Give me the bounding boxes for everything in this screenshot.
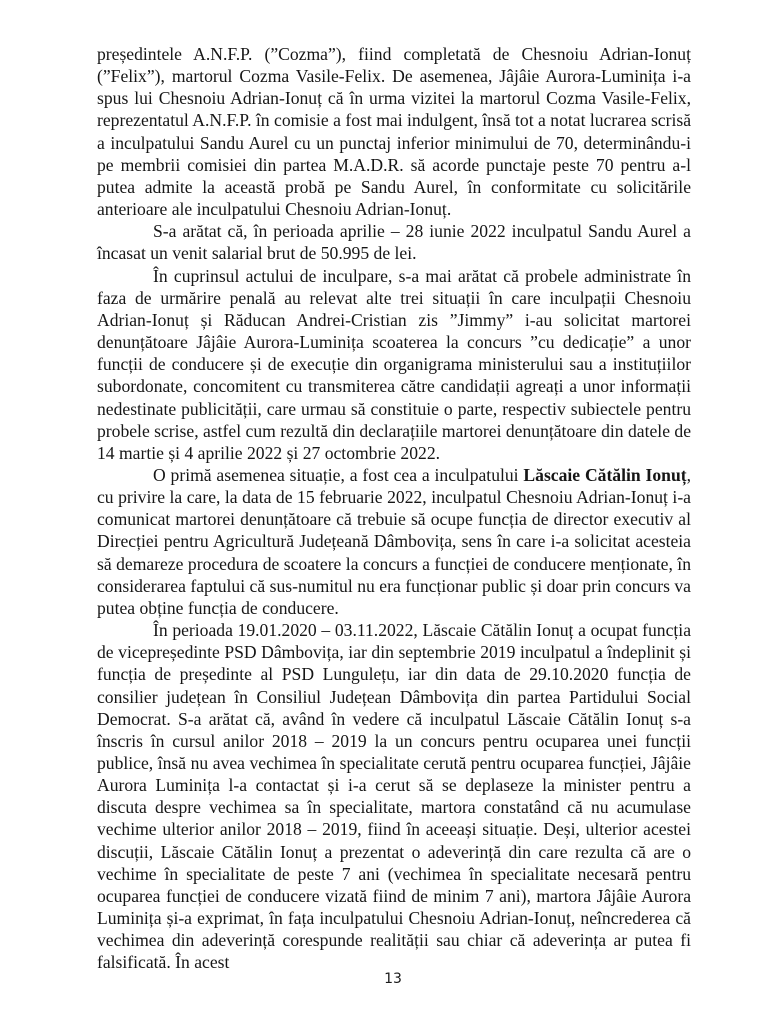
paragraph-1: președintele A.N.F.P. (”Cozma”), fiind completată de Chesnoiu Adrian-Ionuț (”Felix”), martorul Cozma Vasile-Felix. De asemenea, Jâjâie Aurora-Luminița i-a spus lui Chesnoiu Adrian-Ionuț că în urma vizitei la martorul Cozma Vasile-Felix, reprezentatul A.N.F.P. în comisie a fost mai indulgent, însă tot a notat lucrarea scrisă a inculpatului Sandu Aurel cu un punctaj inferior minimului de 70, determinându-i pe membrii comisiei din partea M.A.D.R. să acorde punctaje peste 70 pentru a-l putea admite la această probă pe Sandu Aurel, în conformitate cu solicitările anterioare ale inculpatului Chesnoiu Adrian-Ionuț. xyxy=(97,44,691,220)
paragraph-3: În cuprinsul actului de inculpare, s-a mai arătat că probele administrate în faza de urmărire penală au relevat alte trei situații în care inculpații Chesnoiu Adrian-Ionuț și Răducan Andrei-Cristian zis ”Jimmy” i-au solicitat martorei denunțătoare Jâjâie Aurora-Luminița scoaterea la concurs ”cu dedicație” a unor funcții de conducere și de execuție din organigrama ministerului sau a instituțiilor subordonate, concomitent cu transmiterea către candidații agreați a unor informații nedestinate publicității, care urmau să constituie o parte, respectiv subiectele pentru probele scrise, astfel cum rezultă din declarațiile martorei denunțătoare din datele de 14 martie și 4 aprilie 2022 și 27 octombrie 2022. xyxy=(97,265,692,463)
paragraph-4 xyxy=(97,464,691,619)
paragraph-2: S-a arătat că, în perioada aprilie – 28 iunie 2022 inculpatul Sandu Aurel a încasat un venit salarial brut de 50.995 de lei. xyxy=(97,221,691,264)
paragraph-4-intro: O primă asemenea situație, a fost cea a inculpatului xyxy=(153,464,524,485)
paragraph-5: În perioada 19.01.2020 – 03.11.2022, Lăscaie Cătălin Ionuț a ocupat funcția de vicepreședinte PSD Dâmbovița, iar din septembrie 2019 inculpatul a îndeplinit și funcția de președinte al PSD Lungulețu, iar din data de 29.10.2020 funcția de consilier județean în Consiliul Județean Dâmbovița din partea Partidului Social Democrat. S-a arătat că, având în vedere că inculpatul Lăscaie Cătălin Ionuț s-a înscris în cursul anilor 2018 – 2019 la un concurs pentru ocuparea unei funcții publice, însă nu avea vechimea în specialitate cerută pentru ocuparea funcției, Jâjâie Aurora Luminița l-a contactat și i-a cerut să se deplaseze la minister pentru a discuta despre vechimea sa în specialitate, martora constatând că nu acumulase vechime ulterior anilor 2018 – 2019, fiind în aceeași situație. Deși, ulterior acestei discuții, Lăscaie Cătălin Ionuț a prezentat o adeverință din care rezulta că are o vechime în specialitate de peste 7 ani (vechimea în specialitate necesară pentru ocuparea funcției de conducere vizată fiind de minim 7 ani), martora Jâjâie Aurora Luminița și-a exprimat, în fața inculpatului Chesnoiu Adrian-Ionuț, neîncrederea că vechimea din adeverință corespunde realității sau chiar că adeverința ar putea fi falsificată. În acest xyxy=(97,620,691,973)
page-number: 13 xyxy=(384,971,402,987)
document-body xyxy=(97,43,691,974)
paragraph-4-rest: , cu privire la care, la data de 15 februarie 2022, inculpatul Chesnoiu Adrian-Ionuț i-a comunicat martorei denunțătoare că trebuie să ocupe funcția de director executiv al Direcției pentru Agricultură Județeană Dâmbovița, sens în care i-a solicitat acesteia să demareze procedura de scoatere la concurs a funcției de conducere menționate, în considerarea faptului că sus-numitul nu era funcționar public și doar prin concurs va putea obține funcția de conducere. xyxy=(97,464,691,618)
defendant-name-bold: Lăscaie Cătălin Ionuț xyxy=(523,464,687,485)
